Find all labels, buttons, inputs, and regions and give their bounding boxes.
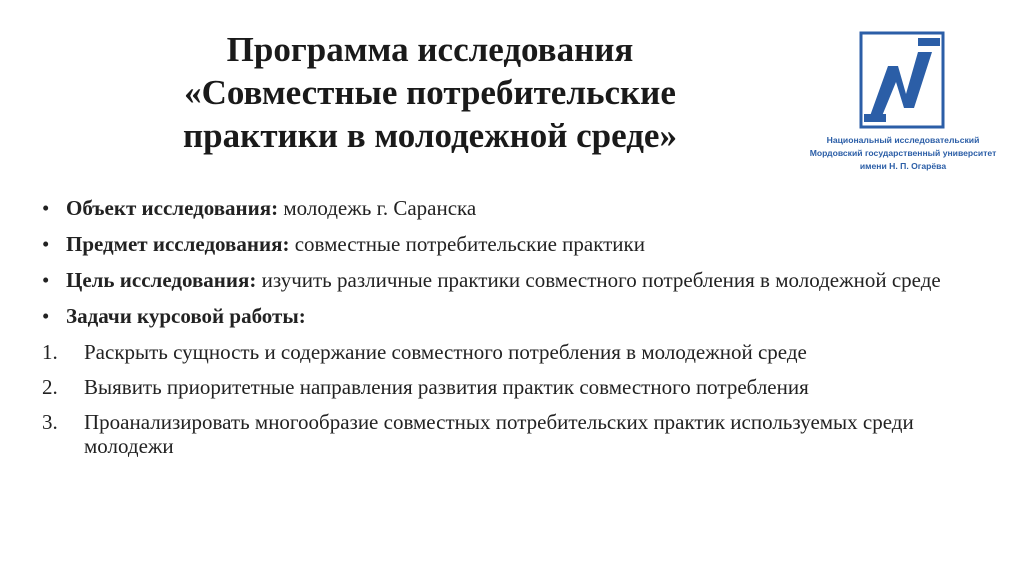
logo-caption-line-1: Национальный исследовательский	[826, 135, 980, 145]
logo-caption	[790, 134, 1016, 173]
bullet-icon: •	[42, 304, 50, 328]
task-number: 1.	[42, 340, 58, 364]
bullet-item-object	[40, 196, 1000, 220]
bullet-item-subject	[40, 232, 1000, 256]
university-logo-icon	[858, 30, 946, 130]
bullet-icon: •	[42, 232, 50, 256]
bullet-icon: •	[42, 268, 50, 292]
task-number: 3.	[42, 410, 58, 434]
task-text: Выявить приоритетные направления развития практик совместного потребления	[84, 375, 809, 399]
bullet-text: совместные потребительские практики	[289, 232, 645, 256]
task-number: 2.	[42, 375, 58, 399]
task-text: Раскрыть сущность и содержание совместного потребления в молодежной среде	[84, 340, 807, 364]
bullet-label: Объект исследования:	[66, 196, 279, 220]
bullet-item-tasks	[40, 304, 1000, 328]
slide-body	[40, 196, 1000, 469]
task-item-2	[40, 375, 1000, 399]
bullet-label: Задачи курсовой работы:	[66, 304, 306, 328]
slide-title	[100, 28, 760, 157]
title-line-1: Программа исследования	[226, 30, 634, 69]
task-item-3	[40, 410, 924, 458]
bullet-label: Цель исследования:	[66, 268, 257, 292]
title-line-3: практики в молодежной среде»	[183, 116, 677, 155]
title-line-2: «Совместные потребительские	[184, 73, 676, 112]
bullet-text: изучить различные практики совместного потребления в молодежной среде	[256, 268, 941, 292]
bullet-item-goal	[40, 268, 956, 292]
task-item-1	[40, 340, 1000, 364]
logo-caption-line-3: имени Н. П. Огарёва	[859, 161, 947, 171]
university-logo	[790, 30, 1016, 180]
bullet-text: молодежь г. Саранска	[278, 196, 477, 220]
bullet-label: Предмет исследования:	[66, 232, 290, 256]
logo-caption-line-2: Мордовский государственный университет	[809, 148, 997, 158]
task-text: Проанализировать многообразие совместных потребительских практик используемых среди молодежи	[84, 410, 914, 458]
bullet-icon: •	[42, 196, 50, 220]
